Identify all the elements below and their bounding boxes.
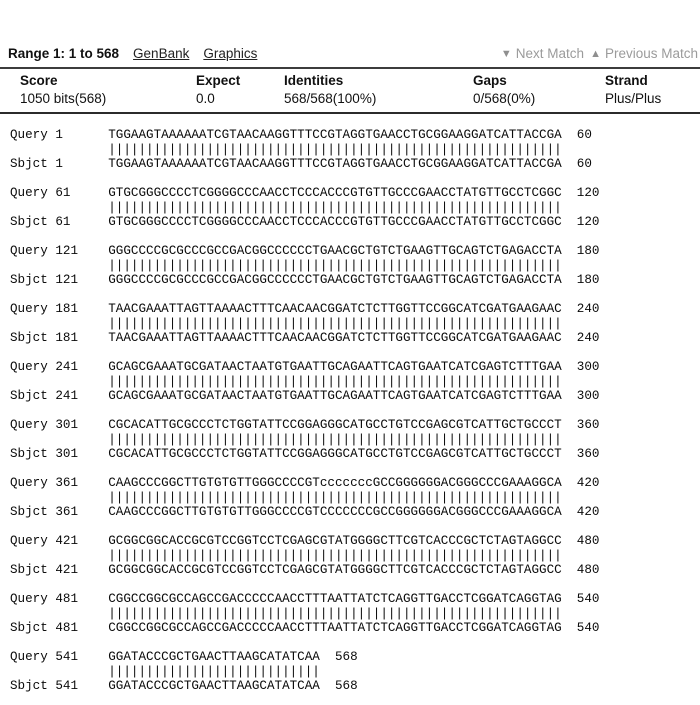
strand-header: Strand	[605, 73, 648, 88]
sbjct-line: Sbjct 1 TGGAAGTAAAAAATCGTAACAAGGTTTCCGTAGGTGAACCTGCGGAAGGATCATTACCGA 60	[10, 157, 592, 171]
alignment	[0, 128, 700, 694]
query-line: Query 361 CAAGCCCGGCTTGTGTGTTGGGCCCCGTcccccccGCCGGGGGGACGGGCCCGAAAGGCA 420	[10, 476, 600, 490]
stat-strand	[605, 72, 661, 108]
match-line: ||||||||||||||||||||||||||||||||||||||||||||||||||||||||||||	[10, 142, 562, 157]
alignment-block	[10, 302, 700, 346]
alignment-block	[10, 360, 700, 404]
alignment-block	[10, 592, 700, 636]
stats-table	[0, 69, 700, 114]
gaps-value: 0/568(0%)	[473, 91, 536, 106]
query-line: Query 241 GCAGCGAAATGCGATAACTAATGTGAATTGCAGAATTCAGTGAATCATCGAGTCTTTGAA 300	[10, 360, 600, 374]
match-line: ||||||||||||||||||||||||||||||||||||||||||||||||||||||||||||	[10, 200, 562, 215]
range-title: Range 1: 1 to 568	[8, 46, 120, 61]
match-line: ||||||||||||||||||||||||||||||||||||||||||||||||||||||||||||	[10, 316, 562, 331]
match-line: ||||||||||||||||||||||||||||||||||||||||||||||||||||||||||||	[10, 548, 562, 563]
query-line: Query 1 TGGAAGTAAAAAATCGTAACAAGGTTTCCGTAGGTGAACCTGCGGAAGGATCATTACCGA 60	[10, 128, 592, 142]
match-line: ||||||||||||||||||||||||||||||||||||||||||||||||||||||||||||	[10, 490, 562, 505]
alignment-block	[10, 650, 700, 694]
sbjct-line: Sbjct 301 CGCACATTGCGCCCTCTGGTATTCCGGAGGGCATGCCTGTCCGAGCGTCATTGCTGCCCT 360	[10, 447, 600, 461]
alignment-block	[10, 186, 700, 230]
previous-match-label: Previous Match	[604, 46, 698, 61]
sbjct-line: Sbjct 421 GCGGCGGCACCGCGTCCGGTCCTCGAGCGTATGGGGCTTCGTCACCCGCTCTAGTAGGCC 480	[10, 563, 600, 577]
alignment-block	[10, 476, 700, 520]
match-line: ||||||||||||||||||||||||||||||||||||||||||||||||||||||||||||	[10, 606, 562, 621]
stat-identities	[284, 72, 473, 108]
gaps-header: Gaps	[473, 73, 507, 88]
match-line: ||||||||||||||||||||||||||||||||||||||||||||||||||||||||||||	[10, 374, 562, 389]
match-line: ||||||||||||||||||||||||||||||||||||||||||||||||||||||||||||	[10, 258, 562, 273]
graphics-link[interactable]: Graphics	[203, 46, 258, 61]
query-line: Query 421 GCGGCGGCACCGCGTCCGGTCCTCGAGCGTATGGGGCTTCGTCACCCGCTCTAGTAGGCC 480	[10, 534, 600, 548]
next-match-label: Next Match	[515, 46, 585, 61]
query-line: Query 481 CGGCCGGCGCCAGCCGACCCCCAACCTTTAATTATCTCAGGTTGACCTCGGATCAGGTAG 540	[10, 592, 600, 606]
identities-header: Identities	[284, 73, 344, 88]
alignment-block	[10, 534, 700, 578]
sbjct-line: Sbjct 541 GGATACCCGCTGAACTTAAGCATATCAA 568	[10, 679, 358, 693]
score-value: 1050 bits(568)	[20, 91, 107, 106]
query-line: Query 181 TAACGAAATTAGTTAAAACTTTCAACAACGGATCTCTTGGTTCCGGCATCGATGAAGAAC 240	[10, 302, 600, 316]
expect-value: 0.0	[196, 91, 215, 106]
identities-value: 568/568(100%)	[284, 91, 377, 106]
up-triangle-icon: ▲	[590, 48, 601, 60]
next-match-button[interactable]	[501, 46, 584, 61]
score-header: Score	[20, 73, 58, 88]
alignment-block	[10, 128, 700, 172]
sbjct-line: Sbjct 241 GCAGCGAAATGCGATAACTAATGTGAATTGCAGAATTCAGTGAATCATCGAGTCTTTGAA 300	[10, 389, 600, 403]
query-line: Query 61 GTGCGGGCCCCTCGGGGCCCAACCTCCCACCCGTGTTGCCCGAACCTATGTTGCCTCGGC 120	[10, 186, 600, 200]
sbjct-line: Sbjct 121 GGGCCCCGCGCCCGCCGACGGCCCCCCTGAACGCTGTCTGAAGTTGCAGTCTGAGACCTA 180	[10, 273, 600, 287]
stat-expect	[196, 72, 284, 108]
match-line: ||||||||||||||||||||||||||||	[10, 664, 320, 679]
genbank-link[interactable]: GenBank	[133, 46, 190, 61]
top-spacer	[0, 0, 700, 46]
sbjct-line: Sbjct 361 CAAGCCCGGCTTGTGTGTTGGGCCCCGTCCCCCCCGCCGGGGGGACGGGCCCGAAAGGCA 420	[10, 505, 600, 519]
alignment-block	[10, 244, 700, 288]
sbjct-line: Sbjct 481 CGGCCGGCGCCAGCCGACCCCCAACCTTTAATTATCTCAGGTTGACCTCGGATCAGGTAG 540	[10, 621, 600, 635]
range-header	[0, 46, 700, 69]
match-line: ||||||||||||||||||||||||||||||||||||||||||||||||||||||||||||	[10, 432, 562, 447]
down-triangle-icon: ▼	[500, 48, 512, 60]
sbjct-line: Sbjct 181 TAACGAAATTAGTTAAAACTTTCAACAACGGATCTCTTGGTTCCGGCATCGATGAAGAAC 240	[10, 331, 600, 345]
query-line: Query 301 CGCACATTGCGCCCTCTGGTATTCCGGAGGGCATGCCTGTCCGAGCGTCATTGCTGCCCT 360	[10, 418, 600, 432]
expect-header: Expect	[196, 73, 241, 88]
stat-gaps	[473, 72, 605, 108]
query-line: Query 121 GGGCCCCGCGCCCGCCGACGGCCCCCCTGAACGCTGTCTGAAGTTGCAGTCTGAGACCTA 180	[10, 244, 600, 258]
alignment-block	[10, 418, 700, 462]
previous-match-button[interactable]	[590, 46, 698, 61]
sbjct-line: Sbjct 61 GTGCGGGCCCCTCGGGGCCCAACCTCCCACCCGTGTTGCCCGAACCTATGTTGCCTCGGC 120	[10, 215, 600, 229]
query-line: Query 541 GGATACCCGCTGAACTTAAGCATATCAA 568	[10, 650, 358, 664]
match-navigation	[501, 46, 698, 61]
strand-value: Plus/Plus	[605, 91, 662, 106]
stat-score	[20, 72, 196, 108]
